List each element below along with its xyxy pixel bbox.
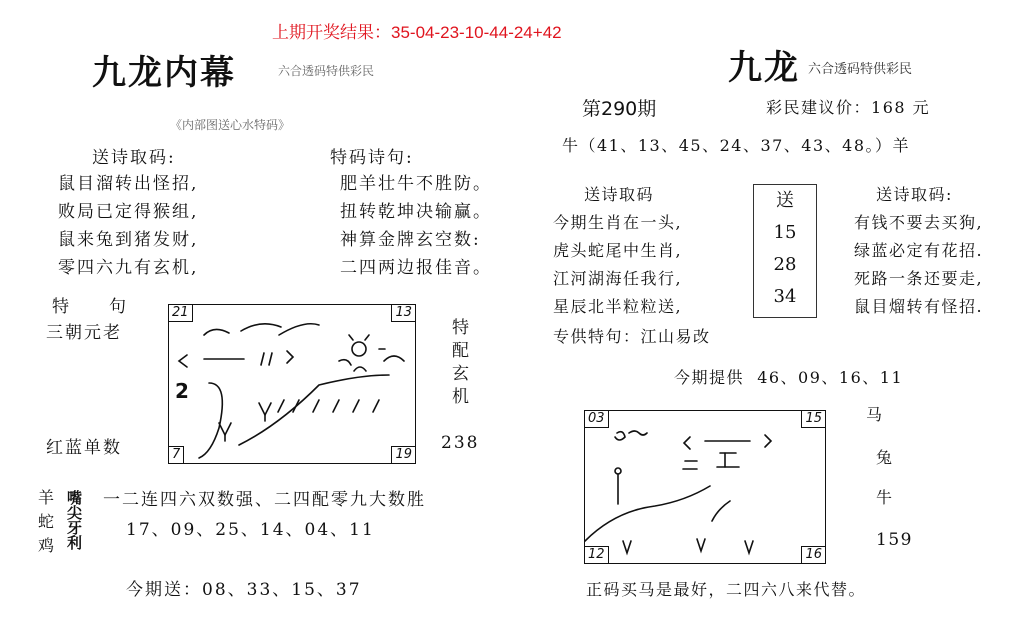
- scribble-drawing-icon: [169, 305, 415, 463]
- right-poem1-heading: 送诗取码: [584, 185, 655, 204]
- special-phrase-label: 特 句: [52, 297, 128, 317]
- right-side-zodiac: 兔: [876, 448, 894, 467]
- issue-number: 第290期: [582, 98, 657, 120]
- special-line: 专供特句：江山易改: [553, 327, 711, 346]
- left-poem2-line: 二四两边报佳音。: [340, 258, 492, 278]
- left-title-sub: 六合透码特供彩民: [278, 64, 375, 78]
- corner-number-bottom-left: 7: [168, 446, 184, 464]
- corner-number-bottom-left: 12: [584, 546, 609, 564]
- scribble-text: [693, 427, 776, 447]
- corner-number-top-left: 21: [168, 304, 193, 322]
- left-title: 九龙内幕: [92, 53, 236, 93]
- right-side-number: 159: [876, 530, 913, 550]
- left-side-vertical: 特配玄机: [448, 318, 468, 410]
- left-poem2-heading: 特码诗句:: [330, 148, 414, 168]
- last-result-label: 上期开奖结果：: [272, 23, 391, 42]
- left-zodiacs: [38, 486, 54, 558]
- special-phrase: 三朝元老: [46, 323, 122, 343]
- left-poem1-line: 鼠来兔到猪发财,: [58, 230, 199, 250]
- corner-number-bottom-right: 19: [391, 446, 416, 464]
- price-label: 彩民建议价：: [766, 98, 872, 117]
- zodiac: 羊: [38, 488, 55, 507]
- right-poem1-line: 江河湖海任我行,: [553, 269, 683, 288]
- right-title-sub: 六合透码特供彩民: [808, 62, 913, 77]
- send-box-number: 34: [773, 286, 797, 307]
- send-label: 今期送：: [126, 580, 202, 600]
- provide-line: [674, 365, 903, 388]
- right-poem1-line: 星辰北半粒粒送,: [553, 297, 683, 316]
- price-value: 168 元: [871, 98, 931, 117]
- send-numbers: 08、33、15、37: [202, 580, 362, 600]
- send-box-number: 28: [773, 254, 797, 275]
- right-poem2-line: 绿蓝必定有花招.: [854, 241, 984, 260]
- corner-number-bottom-right: 16: [801, 546, 826, 564]
- left-slogan: 一二连四六双数强、二四配零九大数胜: [103, 490, 426, 510]
- zodiac: 蛇: [38, 512, 55, 531]
- left-hint-picture: [168, 304, 416, 464]
- left-poem1-heading: 送诗取码:: [92, 148, 176, 168]
- corner-number-top-right: 15: [801, 410, 826, 428]
- vertical-phrase: 嘴尖牙利: [65, 490, 83, 550]
- left-poem2-line: 神算金牌玄空数:: [340, 230, 481, 250]
- left-poem1-line: 鼠目溜转出怪招,: [58, 174, 199, 194]
- left-poem2-line: 扭转乾坤决输赢。: [340, 202, 492, 222]
- right-side-zodiac: 牛: [876, 488, 894, 507]
- right-hint-picture: [584, 410, 826, 564]
- right-poem2-line: 死路一条还要走,: [854, 269, 984, 288]
- right-bottom-line: 正码买马是最好，二四六八来代替。: [586, 580, 867, 599]
- corner-number-top-left: 03: [584, 410, 609, 428]
- range-line: 牛（41、13、45、24、37、43、48。）羊: [562, 136, 911, 155]
- right-poem2-line: 有钱不要去买狗,: [854, 213, 984, 232]
- last-result: [272, 18, 562, 43]
- send-box-label: 送: [776, 190, 794, 211]
- right-poem2-heading: 送诗取码:: [876, 185, 953, 204]
- right-side-zodiac: 马: [866, 405, 884, 424]
- left-poem1-line: 败局已定得猴组,: [58, 202, 199, 222]
- provide-numbers: 46、09、16、11: [757, 368, 904, 387]
- right-poem1-line: 虎头蛇尾中生肖,: [553, 241, 683, 260]
- left-poem1-line: 零四六九有玄机,: [58, 258, 199, 278]
- side-mark: 2: [175, 379, 189, 403]
- corner-number-top-right: 13: [391, 304, 416, 322]
- left-numbers: 17、09、25、14、04、11: [126, 520, 375, 540]
- right-poem2-line: 鼠目熘转有怪招.: [854, 297, 984, 316]
- send-box: [753, 184, 817, 318]
- price: [766, 95, 930, 118]
- left-poem2-line: 肥羊壮牛不胜防。: [340, 174, 492, 194]
- left-subheading: 《内部图送心水特码》: [170, 118, 291, 132]
- provide-label: 今期提供: [674, 368, 745, 387]
- zodiac: 鸡: [38, 536, 55, 555]
- send-box-number: 15: [773, 222, 797, 243]
- red-blue-label: 红蓝单数: [46, 438, 122, 458]
- last-result-numbers: 35-04-23-10-44-24+42: [391, 23, 562, 42]
- right-title: 九龙: [728, 48, 800, 88]
- left-side-number: 238: [441, 433, 480, 453]
- right-poem1-line: 今期生肖在一头,: [553, 213, 683, 232]
- left-send: [126, 575, 362, 600]
